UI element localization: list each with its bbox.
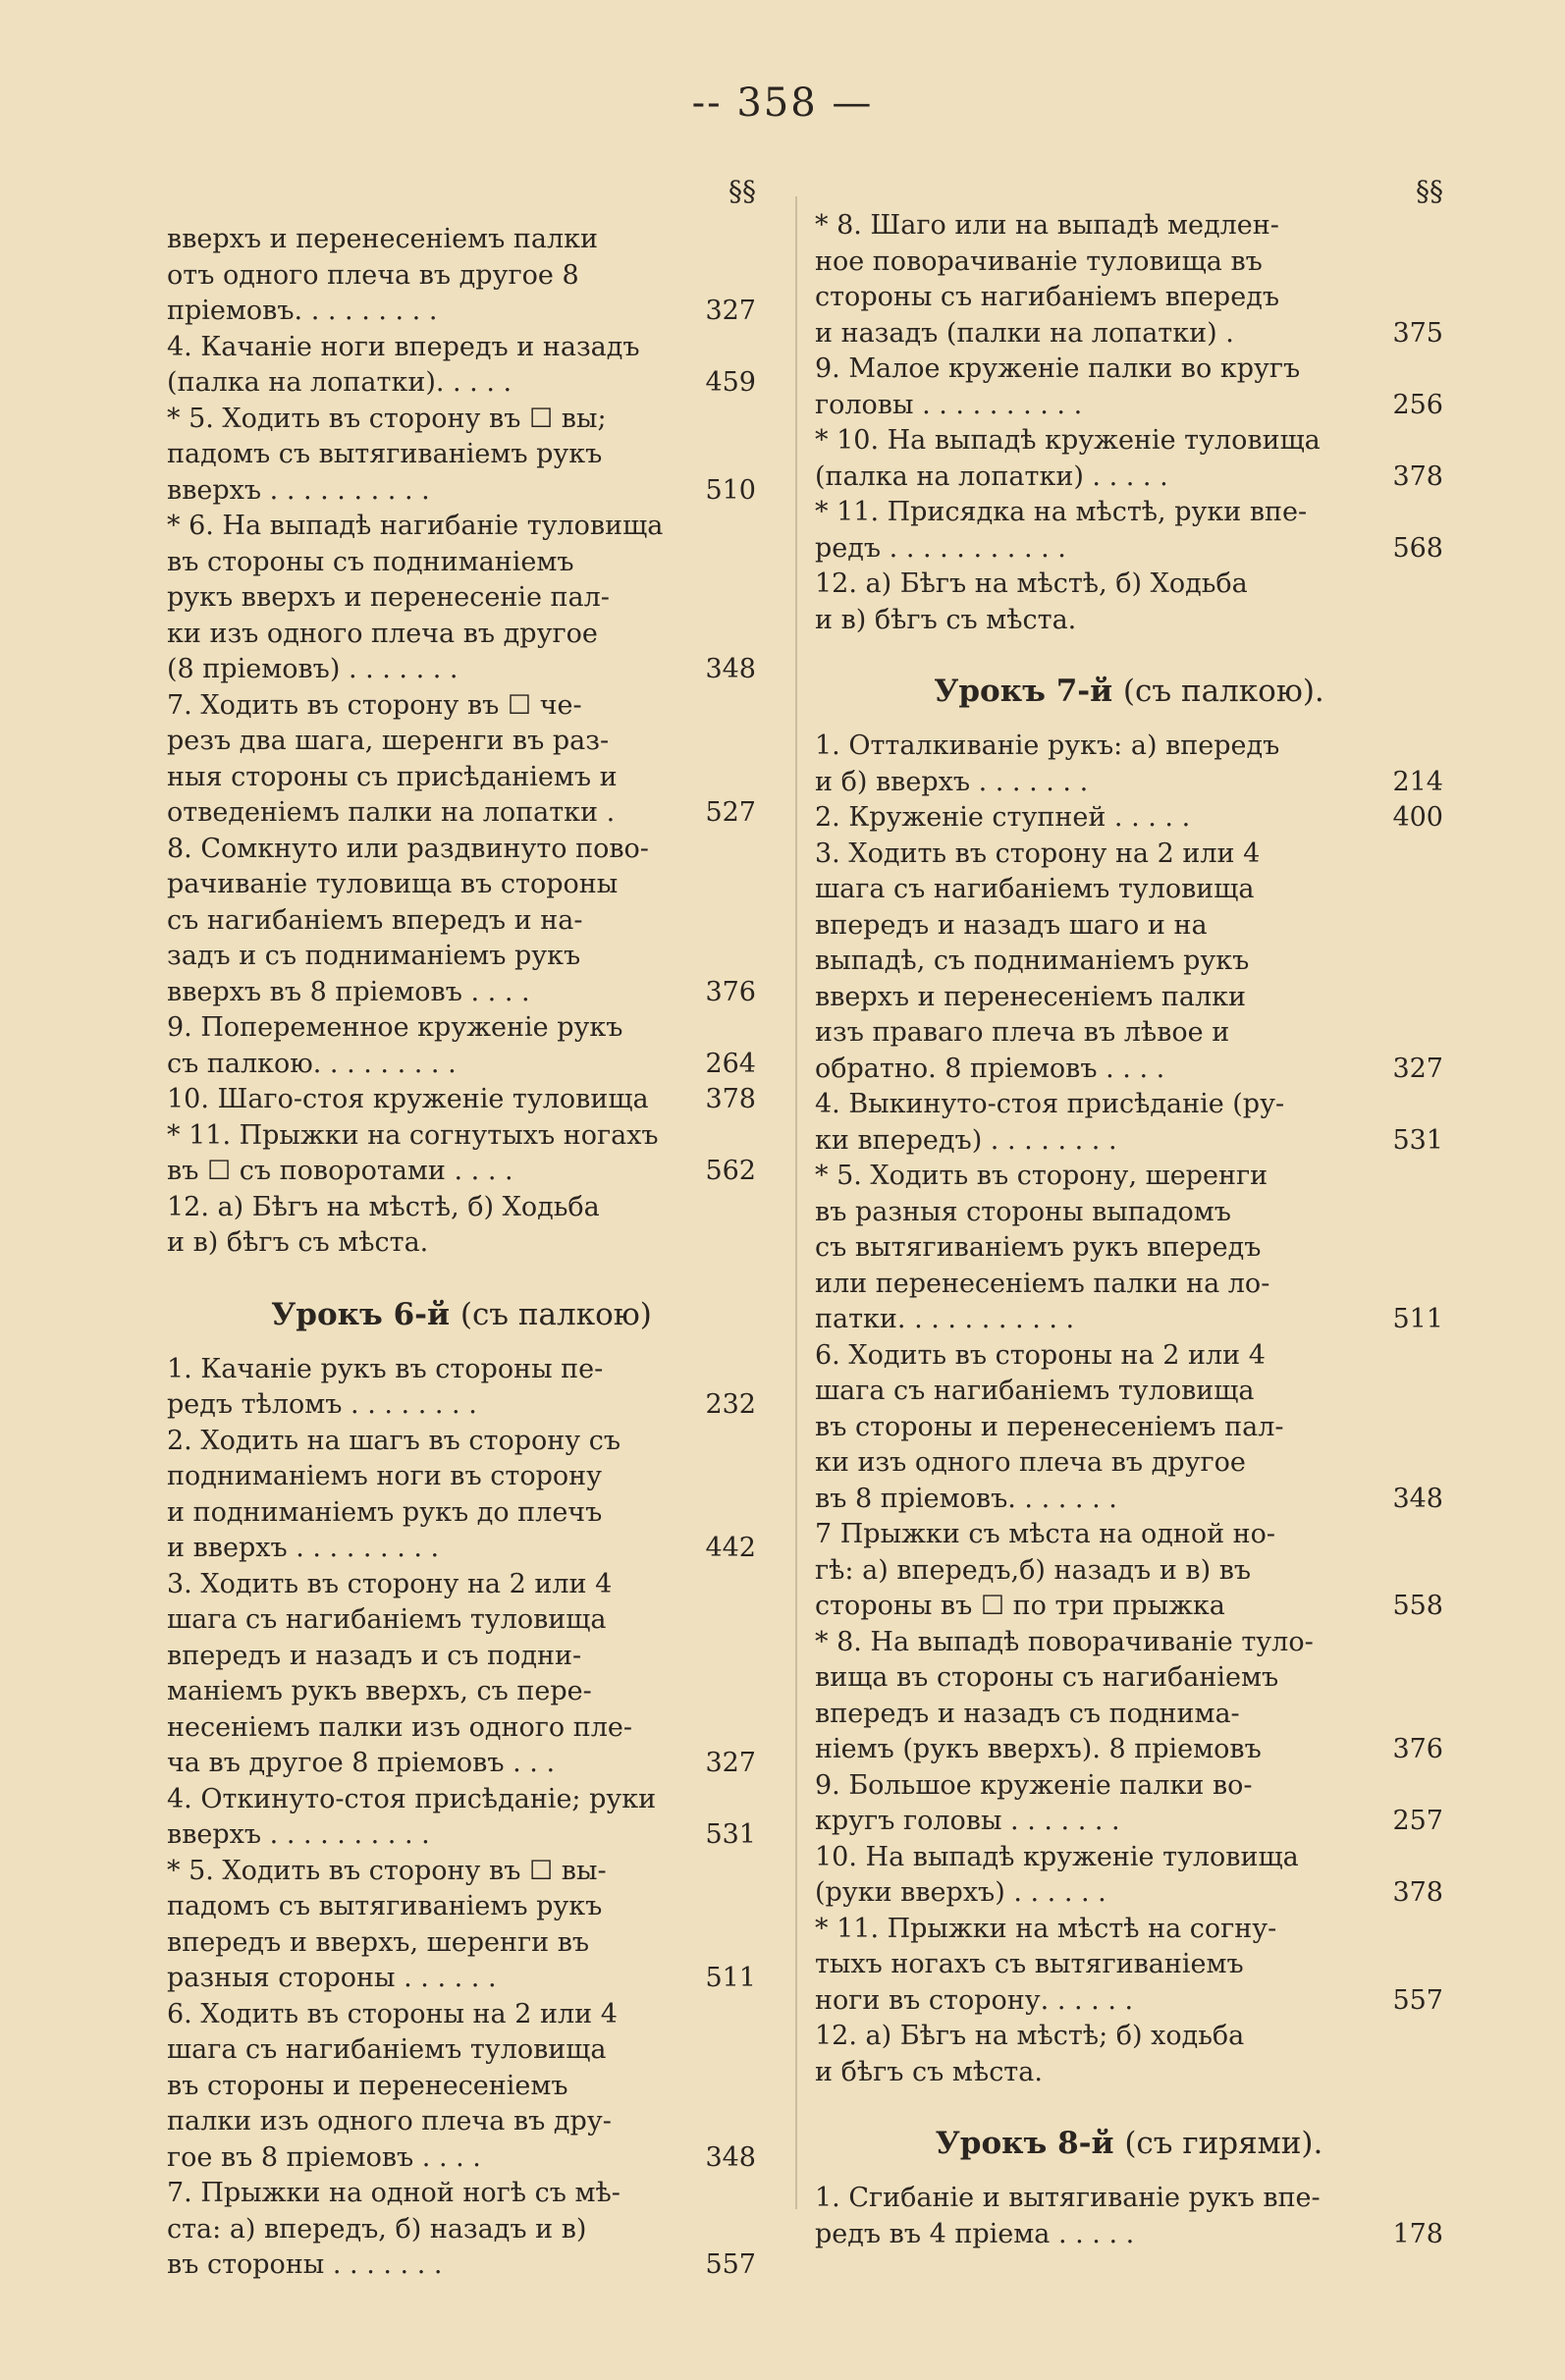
- entry-line: [815, 531, 1443, 568]
- entry-line: [167, 1531, 756, 1567]
- entry-text: (руки вверхъ) . . . . . .: [815, 1877, 1106, 1908]
- entry-page-ref: 348: [705, 654, 756, 684]
- entry-line: [815, 1768, 1443, 1805]
- entry-page-ref: 527: [705, 797, 756, 828]
- entry-text: шага съ нагибаніемъ туловища: [167, 1604, 607, 1635]
- entry-line: [815, 208, 1443, 244]
- page-number: -- 358 —: [691, 81, 874, 126]
- entry-line: [815, 1087, 1443, 1123]
- entry-text: 9. Большое круженіе палки во-: [815, 1769, 1253, 1801]
- entry-line: [815, 1052, 1443, 1088]
- entry-page-ref: 214: [1392, 766, 1443, 797]
- entry-text: и назадъ (палки на лопатки) .: [815, 317, 1234, 349]
- entry-line: [167, 795, 756, 832]
- entry-line: [815, 1697, 1443, 1733]
- entry-line: [815, 1553, 1443, 1590]
- entry-line: [815, 1338, 1443, 1375]
- entry-line: [167, 258, 756, 295]
- entry-page-ref: 558: [1392, 1591, 1443, 1621]
- entry-text: 1. Качаніе рукъ въ стороны пе-: [167, 1353, 604, 1384]
- entry-text: выпадѣ, съ подниманіемъ рукъ: [815, 946, 1250, 976]
- entry-line: [815, 1374, 1443, 1410]
- entry-text: отъ одного плеча въ другое 8: [167, 259, 579, 291]
- entry-text: * 10. На выпадѣ круженіе туловища: [815, 425, 1321, 456]
- entry-line: [167, 724, 756, 760]
- entry-page-ref: 531: [1392, 1124, 1443, 1156]
- entry-line: [815, 800, 1443, 837]
- entry-text: вверхъ . . . . . . . . . .: [167, 1819, 430, 1850]
- entry-text: * 5. Ходить въ сторону, шеренги: [815, 1161, 1268, 1191]
- entry-text: тыхъ ногахъ съ вытягиваніемъ: [815, 1949, 1244, 1979]
- entry-line: [167, 330, 756, 366]
- entry-text: падомъ съ вытягиваніемъ рукъ: [167, 1891, 603, 1921]
- entry-page-ref: 327: [705, 296, 756, 326]
- lesson-title-text: Урокъ 8-й: [935, 2126, 1114, 2161]
- entry-page-ref: 376: [1392, 1734, 1443, 1764]
- entry-page-ref: 510: [705, 474, 756, 506]
- entry-page-ref: 327: [705, 1748, 756, 1778]
- entry-text: 7 Прыжки съ мѣста на одной но-: [815, 1519, 1276, 1549]
- entry-text: 2. Круженіе ступней . . . . .: [815, 802, 1191, 833]
- entry-text: обратно. 8 пріемовъ . . . .: [815, 1053, 1165, 1084]
- entry-text: 8. Сомкнуто или раздвинуто пово-: [167, 833, 649, 864]
- entry-line: [167, 1710, 756, 1747]
- entry-text: ныя стороны съ присѣданіемъ и: [167, 761, 618, 792]
- entry-line: [815, 1302, 1443, 1338]
- entry-line: [167, 2104, 756, 2140]
- entry-text: 3. Ходить въ сторону на 2 или 4: [167, 1568, 613, 1599]
- entry-line: [167, 867, 756, 903]
- entry-line: [815, 1912, 1443, 1948]
- entry-page-ref: 375: [1392, 317, 1443, 349]
- entry-line: [167, 294, 756, 330]
- entry-text: въ ☐ съ поворотами . . . .: [167, 1156, 513, 1186]
- entry-text: 2. Ходить на шагъ въ сторону съ: [167, 1425, 621, 1456]
- entry-text: несеніемъ палки изъ одного пле-: [167, 1711, 632, 1743]
- entry-line: [815, 944, 1443, 980]
- entry-line: [167, 1459, 756, 1495]
- entry-text: редъ въ 4 пріема . . . . .: [815, 2218, 1135, 2249]
- column-divider: [795, 196, 797, 2209]
- entry-text: ки изъ одного плеча въ другое: [815, 1447, 1246, 1478]
- entry-page-ref: 511: [705, 1963, 756, 1993]
- entry-text: 9. Попеременное круженіе рукъ: [167, 1012, 623, 1043]
- entry-line: [815, 1625, 1443, 1661]
- entry-page-ref: 511: [1392, 1304, 1443, 1334]
- entry-text: отведеніемъ палки на лопатки .: [167, 797, 616, 828]
- entry-line: [167, 939, 756, 975]
- entry-text: 10. Шаго-стоя круженіе туловища: [167, 1084, 649, 1114]
- entry-page-ref: 568: [1392, 532, 1443, 564]
- entry-line: [815, 908, 1443, 945]
- entry-text: (8 пріемовъ) . . . . . . .: [167, 654, 459, 684]
- entry-text: въ стороны и перенесеніемъ: [167, 2070, 568, 2101]
- entry-line: [167, 1352, 756, 1388]
- entry-text: 12. а) Бѣгъ на мѣстѣ; б) ходьба: [815, 2021, 1245, 2051]
- entry-line: [815, 1589, 1443, 1625]
- entry-text: патки. . . . . . . . . . .: [815, 1304, 1075, 1334]
- entry-text: въ разныя стороны выпадомъ: [815, 1196, 1231, 1227]
- entry-text: * 11. Прыжки на согнутыхъ ногахъ: [167, 1119, 659, 1151]
- entry-text: 1. Сгибаніе и вытягиваніе рукъ впе-: [815, 2183, 1321, 2213]
- entry-text: разныя стороны . . . . . .: [167, 1963, 497, 1993]
- entry-text: задъ и съ подниманіемъ рукъ: [167, 941, 581, 971]
- entry-line: [815, 1983, 1443, 2020]
- entry-text: 4. Качаніе ноги впередъ и назадъ: [167, 331, 640, 362]
- lesson-title-text: Урокъ 7-й: [934, 674, 1113, 709]
- entry-line: [167, 580, 756, 617]
- entry-line: [815, 872, 1443, 908]
- entry-page-ref: 442: [705, 1533, 756, 1563]
- entry-line: [815, 1195, 1443, 1231]
- entry-line: [167, 1997, 756, 2033]
- entry-line: [167, 1154, 756, 1190]
- entry-line: [167, 1010, 756, 1047]
- entry-line: [167, 1925, 756, 1962]
- entry-line: [815, 1517, 1443, 1553]
- entry-line: [167, 1674, 756, 1710]
- entry-text: вища въ стороны съ нагибаніемъ: [815, 1662, 1279, 1693]
- entry-text: шага съ нагибаніемъ туловища: [815, 1376, 1255, 1406]
- entry-line: [167, 2069, 756, 2105]
- entry-text: ное поворачиваніе туловища въ: [815, 245, 1263, 277]
- entry-text: 6. Ходить въ стороны на 2 или 4: [167, 1998, 618, 2029]
- entry-text: (палка на лопатки) . . . . .: [815, 460, 1168, 492]
- entry-line: [815, 2055, 1443, 2091]
- entry-text: кругъ головы . . . . . . .: [815, 1806, 1120, 1836]
- entry-page-ref: 256: [1392, 389, 1443, 420]
- lesson-title-subtitle: (съ палкою): [459, 1296, 652, 1332]
- lesson-title-subtitle: (съ палкою).: [1122, 674, 1324, 709]
- entry-text: редъ тѣломъ . . . . . . . .: [167, 1389, 477, 1420]
- entry-line: [815, 1230, 1443, 1267]
- entry-line: [167, 222, 756, 258]
- entry-text: 1. Отталкиваніе рукъ: а) впередъ: [815, 730, 1280, 761]
- entry-line: [167, 2212, 756, 2248]
- entry-page-ref: 376: [705, 976, 756, 1007]
- entry-line: [815, 1732, 1443, 1768]
- entry-text: 12. а) Бѣгъ на мѣстѣ, б) Ходьба: [167, 1191, 600, 1222]
- entry-text: маніемъ рукъ вверхъ, съ пере-: [167, 1676, 592, 1706]
- entry-line: [167, 365, 756, 402]
- entry-page-ref: 378: [1392, 460, 1443, 492]
- entry-line: [167, 545, 756, 581]
- entry-text: 7. Прыжки на одной ногѣ съ мѣ-: [167, 2178, 621, 2208]
- entry-line: [815, 1410, 1443, 1446]
- entry-line: [815, 1482, 1443, 1518]
- entry-page-ref: 531: [705, 1819, 756, 1850]
- entry-text: ки изъ одного плеча въ другое: [167, 618, 598, 649]
- entry-page-ref: 400: [1392, 802, 1443, 833]
- entry-text: 12. а) Бѣгъ на мѣстѣ, б) Ходьба: [815, 568, 1248, 599]
- entry-line: [167, 688, 756, 725]
- entry-text: пріемовъ. . . . . . . . .: [167, 296, 438, 326]
- entry-line: [167, 1387, 756, 1424]
- entry-page-ref: 232: [705, 1389, 756, 1420]
- entry-text: ноги въ сторону. . . . . .: [815, 1984, 1134, 2016]
- entry-text: ки впередъ) . . . . . . . .: [815, 1124, 1117, 1156]
- entry-text: вверхъ и перенесеніемъ палки: [167, 224, 599, 254]
- entry-line: [815, 1267, 1443, 1303]
- entry-page-ref: 557: [1392, 1984, 1443, 2016]
- entry-text: вверхъ . . . . . . . . . .: [167, 474, 430, 506]
- entry-text: резъ два шага, шеренги въ раз-: [167, 726, 610, 756]
- entry-line: [167, 2247, 756, 2284]
- entry-text: (палка на лопатки). . . . .: [167, 367, 513, 398]
- entry-text: падомъ съ вытягиваніемъ рукъ: [167, 439, 603, 469]
- entry-text: впередъ и назадъ съ поднима-: [815, 1698, 1240, 1729]
- entry-text: гое въ 8 пріемовъ . . . .: [167, 2141, 481, 2173]
- entry-line: [815, 460, 1443, 496]
- entry-line: [167, 903, 756, 940]
- entry-line: [815, 495, 1443, 531]
- entry-line: [815, 765, 1443, 801]
- entry-line: [815, 388, 1443, 424]
- entry-text: головы . . . . . . . . . .: [815, 389, 1083, 420]
- entry-text: въ стороны . . . . . . .: [167, 2249, 443, 2280]
- entry-line: [167, 617, 756, 653]
- entry-line: [815, 567, 1443, 603]
- entry-text: и бѣгъ съ мѣста.: [815, 2056, 1043, 2087]
- entry-text: съ палкою. . . . . . . . .: [167, 1048, 457, 1079]
- entry-line: [815, 2181, 1443, 2217]
- entry-text: впередъ и назадъ шаго и на: [815, 909, 1208, 941]
- entry-line: [167, 509, 756, 545]
- lesson-title: [167, 1291, 756, 1338]
- entry-text: 10. На выпадѣ круженіе туловища: [815, 1841, 1299, 1872]
- entry-line: [167, 1639, 756, 1675]
- entry-line: [167, 1889, 756, 1925]
- entry-page-ref: 178: [1392, 2218, 1443, 2249]
- entry-line: [815, 1445, 1443, 1482]
- lesson-title: [815, 668, 1443, 715]
- entry-line: [167, 1961, 756, 1997]
- right-entries: [815, 208, 1443, 2252]
- entry-line: [167, 473, 756, 510]
- entry-text: стороны съ нагибаніемъ впередъ: [815, 282, 1280, 312]
- entry-text: и в) бѣгъ съ мѣста.: [167, 1227, 429, 1258]
- entry-line: [167, 1225, 756, 1262]
- entry-line: [167, 1817, 756, 1854]
- entry-page-ref: 257: [1392, 1806, 1443, 1836]
- left-column: [167, 177, 756, 2284]
- entry-page-ref: 264: [705, 1048, 756, 1079]
- section-mark-left: §§: [729, 175, 756, 207]
- entry-page-ref: 348: [1392, 1483, 1443, 1514]
- entry-line: [815, 2217, 1443, 2253]
- section-mark-right: §§: [1416, 175, 1443, 207]
- entry-line: [815, 603, 1443, 639]
- entry-text: шага съ нагибаніемъ туловища: [815, 874, 1255, 904]
- entry-text: * 5. Ходить въ сторону въ ☐ вы;: [167, 403, 607, 434]
- right-column: [815, 177, 1443, 2252]
- entry-line: [167, 975, 756, 1011]
- entry-line: [167, 1854, 756, 1890]
- entry-line: [167, 652, 756, 688]
- entry-line: [167, 2176, 756, 2212]
- entry-text: съ вытягиваніемъ рукъ впередъ: [815, 1232, 1262, 1263]
- entry-line: [167, 1118, 756, 1155]
- entry-text: и в) бѣгъ съ мѣста.: [815, 604, 1077, 635]
- entry-line: [815, 352, 1443, 388]
- entry-text: въ стороны съ подниманіемъ: [167, 546, 574, 577]
- entry-text: * 6. На выпадѣ нагибаніе туловища: [167, 511, 664, 541]
- entry-line: [167, 1602, 756, 1639]
- lesson-title: [815, 2120, 1443, 2167]
- entry-text: вверхъ и перенесеніемъ палки: [815, 981, 1247, 1012]
- entry-page-ref: 378: [705, 1084, 756, 1114]
- lesson-title-text: Урокъ 6-й: [271, 1296, 451, 1332]
- entry-line: [815, 1947, 1443, 1983]
- entry-text: стороны въ ☐ по три прыжка: [815, 1591, 1225, 1621]
- entry-text: гѣ: а) впередъ,б) назадъ и в) въ: [815, 1554, 1252, 1586]
- entry-text: * 5. Ходить въ сторону въ ☐ вы-: [167, 1855, 607, 1886]
- entry-text: ста: а) впередъ, б) назадъ и в): [167, 2213, 587, 2245]
- entry-text: * 8. На выпадѣ поворачиваніе туло-: [815, 1626, 1314, 1657]
- entry-line: [815, 1875, 1443, 1912]
- entry-line: [167, 1746, 756, 1782]
- entry-line: [815, 280, 1443, 316]
- entry-line: [167, 437, 756, 473]
- entry-text: * 8. Шаго или на выпадѣ медлен-: [815, 210, 1279, 241]
- entry-line: [815, 1840, 1443, 1876]
- entry-line: [815, 316, 1443, 352]
- entry-text: въ стороны и перенесеніемъ пал-: [815, 1411, 1284, 1442]
- entry-page-ref: 327: [1392, 1053, 1443, 1084]
- entry-text: 9. Малое круженіе палки во кругъ: [815, 353, 1301, 384]
- entry-line: [167, 2032, 756, 2069]
- entry-line: [815, 1123, 1443, 1160]
- lesson-title-subtitle: (съ гирями).: [1124, 2126, 1323, 2161]
- entry-text: 7. Ходить въ сторону въ ☐ че-: [167, 689, 582, 721]
- entry-line: [815, 837, 1443, 873]
- entry-page-ref: 378: [1392, 1877, 1443, 1908]
- entry-line: [167, 760, 756, 796]
- entry-page-ref: 348: [705, 2141, 756, 2173]
- entry-line: [815, 423, 1443, 460]
- left-entries: [167, 222, 756, 2284]
- entry-line: [167, 832, 756, 868]
- entry-text: * 11. Присядка на мѣстѣ, руки впе-: [815, 497, 1308, 527]
- entry-text: впередъ и назадъ и съ подни-: [167, 1640, 582, 1671]
- entry-text: и подниманіемъ рукъ до плечъ: [167, 1496, 603, 1528]
- entry-text: редъ . . . . . . . . . . .: [815, 532, 1066, 564]
- entry-line: [167, 1424, 756, 1460]
- entry-line: [815, 1660, 1443, 1697]
- entry-text: и вверхъ . . . . . . . . .: [167, 1533, 440, 1563]
- entry-line: [815, 729, 1443, 765]
- entry-text: въ 8 пріемовъ. . . . . . .: [815, 1483, 1117, 1514]
- entry-text: ча въ другое 8 пріемовъ . . .: [167, 1748, 556, 1778]
- entry-text: подниманіемъ ноги въ сторону: [167, 1461, 603, 1491]
- entry-text: 3. Ходить въ сторону на 2 или 4: [815, 838, 1261, 869]
- entry-page-ref: 459: [705, 367, 756, 398]
- entry-text: ніемъ (рукъ вверхъ). 8 пріемовъ: [815, 1734, 1262, 1764]
- entry-text: рукъ вверхъ и перенесеніе пал-: [167, 582, 610, 613]
- entry-line: [815, 2019, 1443, 2055]
- entry-text: впередъ и вверхъ, шеренги въ: [167, 1926, 590, 1958]
- entry-text: вверхъ въ 8 пріемовъ . . . .: [167, 976, 530, 1007]
- entry-text: съ нагибаніемъ впередъ и на-: [167, 904, 583, 936]
- entry-text: 4. Выкинуто-стоя присѣданіе (ру-: [815, 1089, 1285, 1119]
- entry-text: 4. Откинуто-стоя присѣданіе; руки: [167, 1783, 657, 1814]
- entry-text: шага съ нагибаніемъ туловища: [167, 2034, 607, 2065]
- entry-line: [815, 980, 1443, 1016]
- entry-page-ref: 562: [705, 1156, 756, 1186]
- entry-line: [815, 1159, 1443, 1195]
- entry-text: изъ праваго плеча въ лѣвое и: [815, 1017, 1230, 1048]
- entry-line: [167, 1782, 756, 1818]
- entry-text: * 11. Прыжки на мѣстѣ на согну-: [815, 1913, 1277, 1944]
- entry-page-ref: 557: [705, 2249, 756, 2280]
- entry-line: [815, 244, 1443, 281]
- entry-line: [167, 1567, 756, 1603]
- entry-line: [815, 1804, 1443, 1840]
- entry-text: палки изъ одного плеча въ дру-: [167, 2106, 612, 2137]
- entry-line: [167, 402, 756, 438]
- entry-line: [167, 1047, 756, 1083]
- entry-line: [815, 1015, 1443, 1052]
- entry-line: [167, 1082, 756, 1118]
- entry-line: [167, 1190, 756, 1226]
- entry-text: и б) вверхъ . . . . . . .: [815, 766, 1089, 797]
- entry-text: рачиваніе туловища въ стороны: [167, 869, 619, 899]
- entry-text: 6. Ходить въ стороны на 2 или 4: [815, 1339, 1266, 1371]
- entry-line: [167, 2140, 756, 2177]
- entry-line: [167, 1495, 756, 1532]
- entry-text: или перенесеніемъ палки на ло-: [815, 1268, 1270, 1299]
